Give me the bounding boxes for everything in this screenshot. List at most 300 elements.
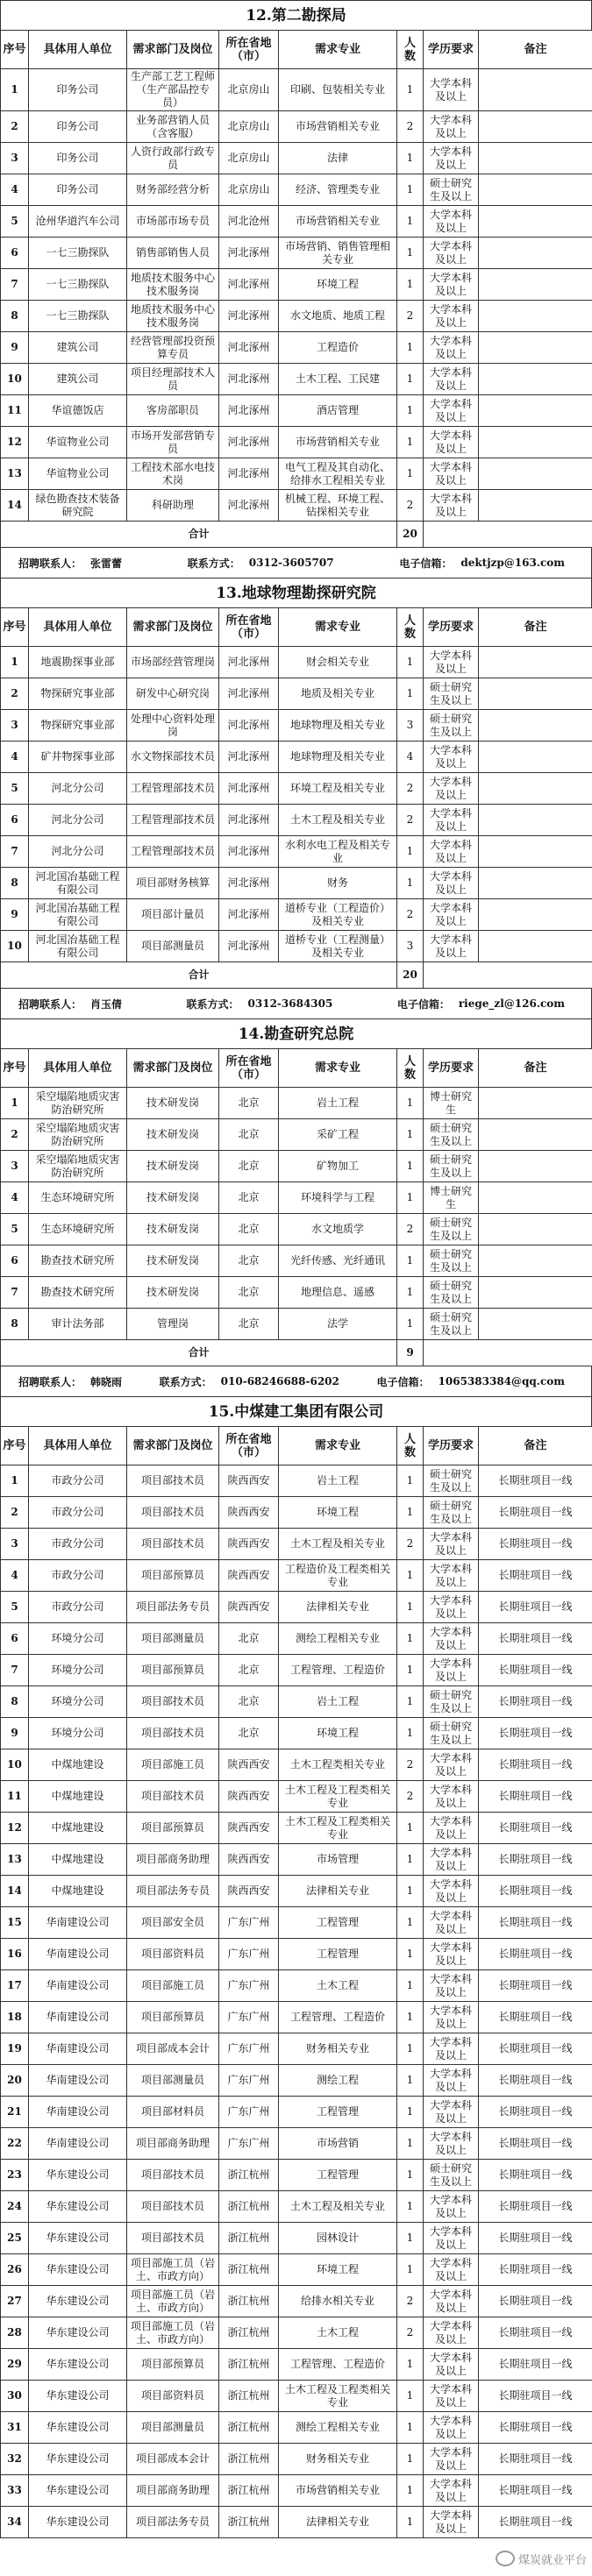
table-cell: 1 xyxy=(397,1151,424,1182)
table-cell: 1 xyxy=(397,2065,424,2097)
table-cell: 1 xyxy=(397,427,424,458)
table-cell: 环境工程 xyxy=(279,2254,397,2286)
section-3 xyxy=(0,1396,592,2538)
table-cell: 1 xyxy=(397,2223,424,2254)
table-cell: 硕士研究生及以上 xyxy=(424,1119,479,1151)
column-header: 需求部门及岗位 xyxy=(127,1049,219,1088)
section-2 xyxy=(0,1018,592,1396)
contact-value: 张雷蕾 xyxy=(90,557,123,570)
table-cell: 1 xyxy=(397,1088,424,1119)
table-cell xyxy=(479,269,592,301)
table-cell: 北京 xyxy=(219,1277,279,1309)
table-cell xyxy=(479,836,592,868)
table-cell: 项目部施工员（岩土、市政方向） xyxy=(127,2317,219,2349)
table-cell: 长期驻项目一线 xyxy=(479,2444,592,2475)
table-row xyxy=(1,1655,592,1686)
table-cell: 土木工程类相关专业 xyxy=(279,1749,397,1781)
table-cell: 项目部预算员 xyxy=(127,2349,219,2381)
table-cell: 长期驻项目一线 xyxy=(479,2097,592,2128)
table-cell: 长期驻项目一线 xyxy=(479,1749,592,1781)
table-cell: 1 xyxy=(397,269,424,301)
table-cell: 7 xyxy=(1,1277,29,1309)
table-cell: 北京房山 xyxy=(219,143,279,174)
table-cell: 法律相关专业 xyxy=(279,1592,397,1623)
table-cell: 绿色勘查技术装备研究院 xyxy=(29,490,127,522)
table-cell: 11 xyxy=(1,395,29,427)
contact-value: 1065383384@qq.com xyxy=(438,1375,565,1387)
table-cell: 1 xyxy=(397,678,424,710)
table-cell: 1 xyxy=(397,1245,424,1277)
table-cell: 河北涿州 xyxy=(219,269,279,301)
section-1 xyxy=(0,578,592,1018)
table-cell: 大学本科及以上 xyxy=(424,143,479,174)
table-cell xyxy=(479,647,592,678)
table-cell: 北京 xyxy=(219,1655,279,1686)
table-cell: 1 xyxy=(1,69,29,111)
table-cell: 长期驻项目一线 xyxy=(479,2223,592,2254)
table-cell: 广东广州 xyxy=(219,1907,279,1939)
table-cell: 酒店管理 xyxy=(279,395,397,427)
total-count: 20 xyxy=(397,962,424,989)
table-cell: 经营管理部投资预算专员 xyxy=(127,332,219,364)
table-cell: 长期驻项目一线 xyxy=(479,2475,592,2507)
table-row xyxy=(1,2444,592,2475)
column-header: 序号 xyxy=(1,1427,29,1465)
table-cell: 河北沧州 xyxy=(219,206,279,238)
table-cell: 工程管理 xyxy=(279,1939,397,1970)
table-cell: 19 xyxy=(1,2033,29,2065)
table-cell: 光纤传感、光纤通讯 xyxy=(279,1245,397,1277)
table-cell: 硕士研究生及以上 xyxy=(424,1151,479,1182)
table-cell: 法学 xyxy=(279,1309,397,1340)
table-cell: 项目部法务专员 xyxy=(127,2507,219,2538)
table-cell: 大学本科及以上 xyxy=(424,238,479,269)
table-cell xyxy=(479,332,592,364)
table-cell: 1 xyxy=(397,2444,424,2475)
table-cell: 中煤地建设 xyxy=(29,1813,127,1844)
table-cell: 土木工程及工程类相关专业 xyxy=(279,1813,397,1844)
table-cell: 28 xyxy=(1,2317,29,2349)
table-row xyxy=(1,2065,592,2097)
table-cell: 印务公司 xyxy=(29,174,127,206)
column-header: 人数 xyxy=(397,1049,424,1088)
wechat-icon xyxy=(496,2551,515,2566)
table-cell xyxy=(479,899,592,931)
table-cell: 长期驻项目一线 xyxy=(479,1655,592,1686)
table-cell: 水利水电工程及相关专业 xyxy=(279,836,397,868)
table-cell: 1 xyxy=(397,2002,424,2033)
table-cell: 1 xyxy=(397,2254,424,2286)
contact-label: 招聘联系人： xyxy=(18,1375,82,1388)
table-cell: 项目部预算员 xyxy=(127,1655,219,1686)
table-cell: 5 xyxy=(1,773,29,805)
table-cell xyxy=(479,238,592,269)
table-cell: 4 xyxy=(1,1560,29,1592)
table-cell: 河北涿州 xyxy=(219,773,279,805)
table-row xyxy=(1,490,592,522)
table-row xyxy=(1,710,592,742)
table-cell: 北京 xyxy=(219,1182,279,1214)
table-cell: 项目部法务专员 xyxy=(127,1592,219,1623)
table-cell: 地球物理及相关专业 xyxy=(279,710,397,742)
table-cell: 1 xyxy=(397,1497,424,1529)
table-cell: 道桥专业（工程测量）及相关专业 xyxy=(279,931,397,962)
table-cell: 大学本科及以上 xyxy=(424,490,479,522)
table-cell: 市场营销相关专业 xyxy=(279,111,397,143)
table-cell: 华南建设公司 xyxy=(29,2097,127,2128)
table-cell: 1 xyxy=(397,1907,424,1939)
contact-value: 韩晓雨 xyxy=(90,1375,123,1388)
table-cell: 土木工程及相关专业 xyxy=(279,805,397,836)
table-cell: 1 xyxy=(397,1718,424,1749)
table-row xyxy=(1,458,592,490)
recruitment-table xyxy=(0,30,592,548)
total-empty xyxy=(424,1340,592,1366)
table-cell: 广东广州 xyxy=(219,1970,279,2002)
table-row xyxy=(1,395,592,427)
table-cell: 长期驻项目一线 xyxy=(479,2254,592,2286)
table-cell xyxy=(479,395,592,427)
column-header: 需求部门及岗位 xyxy=(127,31,219,69)
table-row xyxy=(1,1718,592,1749)
table-row xyxy=(1,238,592,269)
table-cell: 北京房山 xyxy=(219,111,279,143)
contact-info xyxy=(0,1366,592,1396)
column-header: 需求专业 xyxy=(279,1049,397,1088)
table-cell: 1 xyxy=(397,1876,424,1907)
table-cell: 河北涿州 xyxy=(219,332,279,364)
table-cell: 1 xyxy=(397,868,424,899)
table-cell: 6 xyxy=(1,1623,29,1655)
table-cell: 土木工程、工民建 xyxy=(279,364,397,395)
table-cell: 北京 xyxy=(219,1309,279,1340)
contact-value: dektjzp@163.com xyxy=(460,557,565,569)
table-cell: 地理信息、遥感 xyxy=(279,1277,397,1309)
table-cell: 工程造价及工程类相关专业 xyxy=(279,1560,397,1592)
table-cell: 长期驻项目一线 xyxy=(479,1686,592,1718)
table-cell: 河北分公司 xyxy=(29,773,127,805)
table-cell: 北京 xyxy=(219,1088,279,1119)
table-cell: 环境工程 xyxy=(279,1718,397,1749)
column-header: 需求专业 xyxy=(279,608,397,647)
table-row xyxy=(1,1465,592,1497)
table-cell: 华东建设公司 xyxy=(29,2254,127,2286)
table-cell: 大学本科及以上 xyxy=(424,2254,479,2286)
table-cell: 河北国冶基础工程有限公司 xyxy=(29,931,127,962)
column-header: 序号 xyxy=(1,608,29,647)
table-cell: 浙江杭州 xyxy=(219,2254,279,2286)
table-cell: 13 xyxy=(1,1844,29,1876)
table-cell: 水文地质、地质工程 xyxy=(279,301,397,332)
table-cell: 大学本科及以上 xyxy=(424,1907,479,1939)
table-row xyxy=(1,206,592,238)
table-cell: 29 xyxy=(1,2349,29,2381)
table-cell: 陕西西安 xyxy=(219,1749,279,1781)
table-row xyxy=(1,1970,592,2002)
table-cell: 项目部安全员 xyxy=(127,1907,219,1939)
table-cell: 大学本科及以上 xyxy=(424,2002,479,2033)
table-cell: 技术研发岗 xyxy=(127,1245,219,1277)
table-cell: 市政分公司 xyxy=(29,1465,127,1497)
table-cell: 河北国冶基础工程有限公司 xyxy=(29,868,127,899)
column-header: 人数 xyxy=(397,1427,424,1465)
table-cell: 华东建设公司 xyxy=(29,2223,127,2254)
table-cell: 矿物加工 xyxy=(279,1151,397,1182)
table-cell: 长期驻项目一线 xyxy=(479,1592,592,1623)
table-cell: 硕士研究生及以上 xyxy=(424,1686,479,1718)
table-cell: 硕士研究生及以上 xyxy=(424,1214,479,1245)
table-cell: 长期驻项目一线 xyxy=(479,1560,592,1592)
table-cell: 项目部技术员 xyxy=(127,2223,219,2254)
table-cell: 研发中心研究岗 xyxy=(127,678,219,710)
table-cell: 1 xyxy=(397,1182,424,1214)
table-cell: 技术研发岗 xyxy=(127,1277,219,1309)
table-cell: 土木工程及相关专业 xyxy=(279,1529,397,1560)
table-row xyxy=(1,1182,592,1214)
table-cell: 一七三勘探队 xyxy=(29,301,127,332)
table-cell: 1 xyxy=(397,1844,424,1876)
table-row xyxy=(1,2254,592,2286)
table-cell: 24 xyxy=(1,2191,29,2223)
table-row xyxy=(1,2191,592,2223)
column-header: 备注 xyxy=(479,1049,592,1088)
column-header: 学历要求 xyxy=(424,1049,479,1088)
table-cell: 技术研发岗 xyxy=(127,1119,219,1151)
table-row xyxy=(1,1497,592,1529)
table-cell: 长期驻项目一线 xyxy=(479,2033,592,2065)
table-row xyxy=(1,2349,592,2381)
table-cell: 大学本科及以上 xyxy=(424,2033,479,2065)
table-cell: 硕士研究生及以上 xyxy=(424,1497,479,1529)
table-cell xyxy=(479,868,592,899)
table-cell: 长期驻项目一线 xyxy=(479,1781,592,1813)
table-cell: 华东建设公司 xyxy=(29,2412,127,2444)
table-cell: 11 xyxy=(1,1781,29,1813)
table-cell: 测绘工程相关专业 xyxy=(279,1623,397,1655)
table-cell: 广东广州 xyxy=(219,2097,279,2128)
column-header: 所在省地（市） xyxy=(219,1049,279,1088)
contact-label: 联系方式： xyxy=(186,997,239,1011)
table-row xyxy=(1,1245,592,1277)
table-cell: 人资行政部行政专员 xyxy=(127,143,219,174)
table-cell: 项目部成本会计 xyxy=(127,2033,219,2065)
table-cell: 陕西西安 xyxy=(219,1465,279,1497)
table-cell: 财务 xyxy=(279,868,397,899)
table-cell: 1 xyxy=(397,395,424,427)
table-cell: 浙江杭州 xyxy=(219,2160,279,2191)
table-cell: 2 xyxy=(397,490,424,522)
table-cell: 环境科学与工程 xyxy=(279,1182,397,1214)
table-cell: 5 xyxy=(1,206,29,238)
table-cell: 1 xyxy=(397,1813,424,1844)
table-cell: 长期驻项目一线 xyxy=(479,1844,592,1876)
table-cell: 7 xyxy=(1,1655,29,1686)
table-cell: 印刷、包装相关专业 xyxy=(279,69,397,111)
table-cell: 3 xyxy=(397,710,424,742)
table-cell: 河北涿州 xyxy=(219,742,279,773)
table-cell xyxy=(479,174,592,206)
table-cell: 市政分公司 xyxy=(29,1592,127,1623)
contact-info xyxy=(0,989,592,1018)
table-row xyxy=(1,1151,592,1182)
table-cell: 浙江杭州 xyxy=(219,2475,279,2507)
table-cell: 物探研究事业部 xyxy=(29,678,127,710)
table-cell: 项目部计量员 xyxy=(127,899,219,931)
table-cell: 项目部测量员 xyxy=(127,2412,219,2444)
table-cell: 财务相关专业 xyxy=(279,2444,397,2475)
table-cell xyxy=(479,427,592,458)
table-row xyxy=(1,1623,592,1655)
table-cell: 华南建设公司 xyxy=(29,1970,127,2002)
table-cell: 2 xyxy=(1,678,29,710)
table-cell: 3 xyxy=(1,1151,29,1182)
table-cell: 13 xyxy=(1,458,29,490)
table-cell: 1 xyxy=(397,1465,424,1497)
table-cell: 2 xyxy=(397,1214,424,1245)
table-cell: 印务公司 xyxy=(29,111,127,143)
table-cell: 市场营销相关专业 xyxy=(279,427,397,458)
table-cell: 34 xyxy=(1,2507,29,2538)
table-cell: 大学本科及以上 xyxy=(424,2475,479,2507)
table-cell: 土木工程及工程类相关专业 xyxy=(279,2381,397,2412)
table-cell: 华南建设公司 xyxy=(29,2033,127,2065)
table-row xyxy=(1,1939,592,1970)
column-header: 人数 xyxy=(397,31,424,69)
table-cell: 一七三勘探队 xyxy=(29,269,127,301)
table-cell: 2 xyxy=(1,1497,29,1529)
table-cell: 河北涿州 xyxy=(219,678,279,710)
table-cell: 长期驻项目一线 xyxy=(479,2381,592,2412)
table-cell: 北京 xyxy=(219,1623,279,1655)
table-cell xyxy=(479,710,592,742)
table-cell: 2 xyxy=(1,111,29,143)
column-header: 序号 xyxy=(1,1049,29,1088)
table-cell: 水文地质学 xyxy=(279,1214,397,1245)
table-cell: 1 xyxy=(397,1970,424,2002)
table-cell: 8 xyxy=(1,1686,29,1718)
table-cell: 陕西西安 xyxy=(219,1560,279,1592)
table-cell: 长期驻项目一线 xyxy=(479,1970,592,2002)
table-cell: 项目部商务助理 xyxy=(127,1844,219,1876)
total-empty xyxy=(424,962,592,989)
table-cell: 工程管理部技术员 xyxy=(127,805,219,836)
table-cell: 25 xyxy=(1,2223,29,2254)
table-cell: 河北分公司 xyxy=(29,836,127,868)
table-cell: 长期驻项目一线 xyxy=(479,1497,592,1529)
column-header: 需求专业 xyxy=(279,31,397,69)
table-cell: 1 xyxy=(397,1686,424,1718)
table-cell: 市场营销相关专业 xyxy=(279,206,397,238)
table-cell: 华南建设公司 xyxy=(29,2002,127,2033)
table-cell: 工程管理部技术员 xyxy=(127,773,219,805)
table-cell: 华南建设公司 xyxy=(29,1939,127,1970)
table-cell: 北京 xyxy=(219,1686,279,1718)
table-row xyxy=(1,805,592,836)
table-cell: 大学本科及以上 xyxy=(424,2444,479,2475)
table-cell: 河北涿州 xyxy=(219,868,279,899)
table-cell: 23 xyxy=(1,2160,29,2191)
table-cell: 3 xyxy=(1,1529,29,1560)
table-cell: 大学本科及以上 xyxy=(424,868,479,899)
table-cell: 大学本科及以上 xyxy=(424,2223,479,2254)
table-cell: 浙江杭州 xyxy=(219,2412,279,2444)
table-row xyxy=(1,332,592,364)
table-cell: 道桥专业（工程造价）及相关专业 xyxy=(279,899,397,931)
table-cell: 15 xyxy=(1,1907,29,1939)
table-cell: 1 xyxy=(397,2507,424,2538)
table-cell: 环境工程 xyxy=(279,269,397,301)
table-cell: 岩土工程 xyxy=(279,1088,397,1119)
recruitment-table xyxy=(0,1426,592,2538)
table-row xyxy=(1,742,592,773)
table-cell: 博士研究生 xyxy=(424,1182,479,1214)
table-cell: 土木工程 xyxy=(279,2317,397,2349)
total-count: 20 xyxy=(397,522,424,548)
table-cell xyxy=(479,1119,592,1151)
table-cell: 印务公司 xyxy=(29,69,127,111)
table-cell: 市场营销、销售管理相关专业 xyxy=(279,238,397,269)
contact-label: 联系方式： xyxy=(187,557,240,570)
table-cell: 大学本科及以上 xyxy=(424,742,479,773)
table-cell: 大学本科及以上 xyxy=(424,269,479,301)
table-cell: 工程技术部水电技术岗 xyxy=(127,458,219,490)
table-cell: 长期驻项目一线 xyxy=(479,2128,592,2160)
table-cell: 大学本科及以上 xyxy=(424,332,479,364)
table-cell: 矿井物探事业部 xyxy=(29,742,127,773)
table-cell: 6 xyxy=(1,805,29,836)
table-cell: 项目部施工员（岩土、市政方向） xyxy=(127,2254,219,2286)
table-cell: 地震勘探事业部 xyxy=(29,647,127,678)
table-cell: 27 xyxy=(1,2286,29,2317)
table-cell: 1 xyxy=(1,647,29,678)
table-cell xyxy=(479,111,592,143)
table-cell: 9 xyxy=(1,1718,29,1749)
table-cell: 陕西西安 xyxy=(219,1529,279,1560)
table-cell: 环境分公司 xyxy=(29,1686,127,1718)
table-cell: 客房部职员 xyxy=(127,395,219,427)
table-row xyxy=(1,1119,592,1151)
table-cell: 1 xyxy=(397,2412,424,2444)
table-row xyxy=(1,773,592,805)
table-cell: 河北涿州 xyxy=(219,395,279,427)
table-cell: 河北涿州 xyxy=(219,647,279,678)
table-cell: 大学本科及以上 xyxy=(424,301,479,332)
table-cell: 项目部技术员 xyxy=(127,2160,219,2191)
table-cell: 2 xyxy=(397,1781,424,1813)
table-cell: 工程管理 xyxy=(279,2097,397,2128)
table-cell: 1 xyxy=(397,1560,424,1592)
table-cell: 1 xyxy=(397,364,424,395)
table-cell: 广东广州 xyxy=(219,2033,279,2065)
table-cell: 博士研究生 xyxy=(424,1088,479,1119)
table-cell: 长期驻项目一线 xyxy=(479,1939,592,1970)
table-cell: 建筑公司 xyxy=(29,332,127,364)
table-cell: 长期驻项目一线 xyxy=(479,2286,592,2317)
table-cell: 项目部技术员 xyxy=(127,1465,219,1497)
table-cell: 项目部预算员 xyxy=(127,1560,219,1592)
table-cell: 30 xyxy=(1,2381,29,2412)
table-cell: 3 xyxy=(1,143,29,174)
table-cell: 河北涿州 xyxy=(219,710,279,742)
table-cell: 大学本科及以上 xyxy=(424,1813,479,1844)
table-cell xyxy=(479,805,592,836)
table-cell: 1 xyxy=(397,2160,424,2191)
table-cell: 大学本科及以上 xyxy=(424,1749,479,1781)
table-cell: 河北涿州 xyxy=(219,301,279,332)
table-cell: 浙江杭州 xyxy=(219,2381,279,2412)
table-cell xyxy=(479,1309,592,1340)
table-cell: 华谊物业公司 xyxy=(29,427,127,458)
